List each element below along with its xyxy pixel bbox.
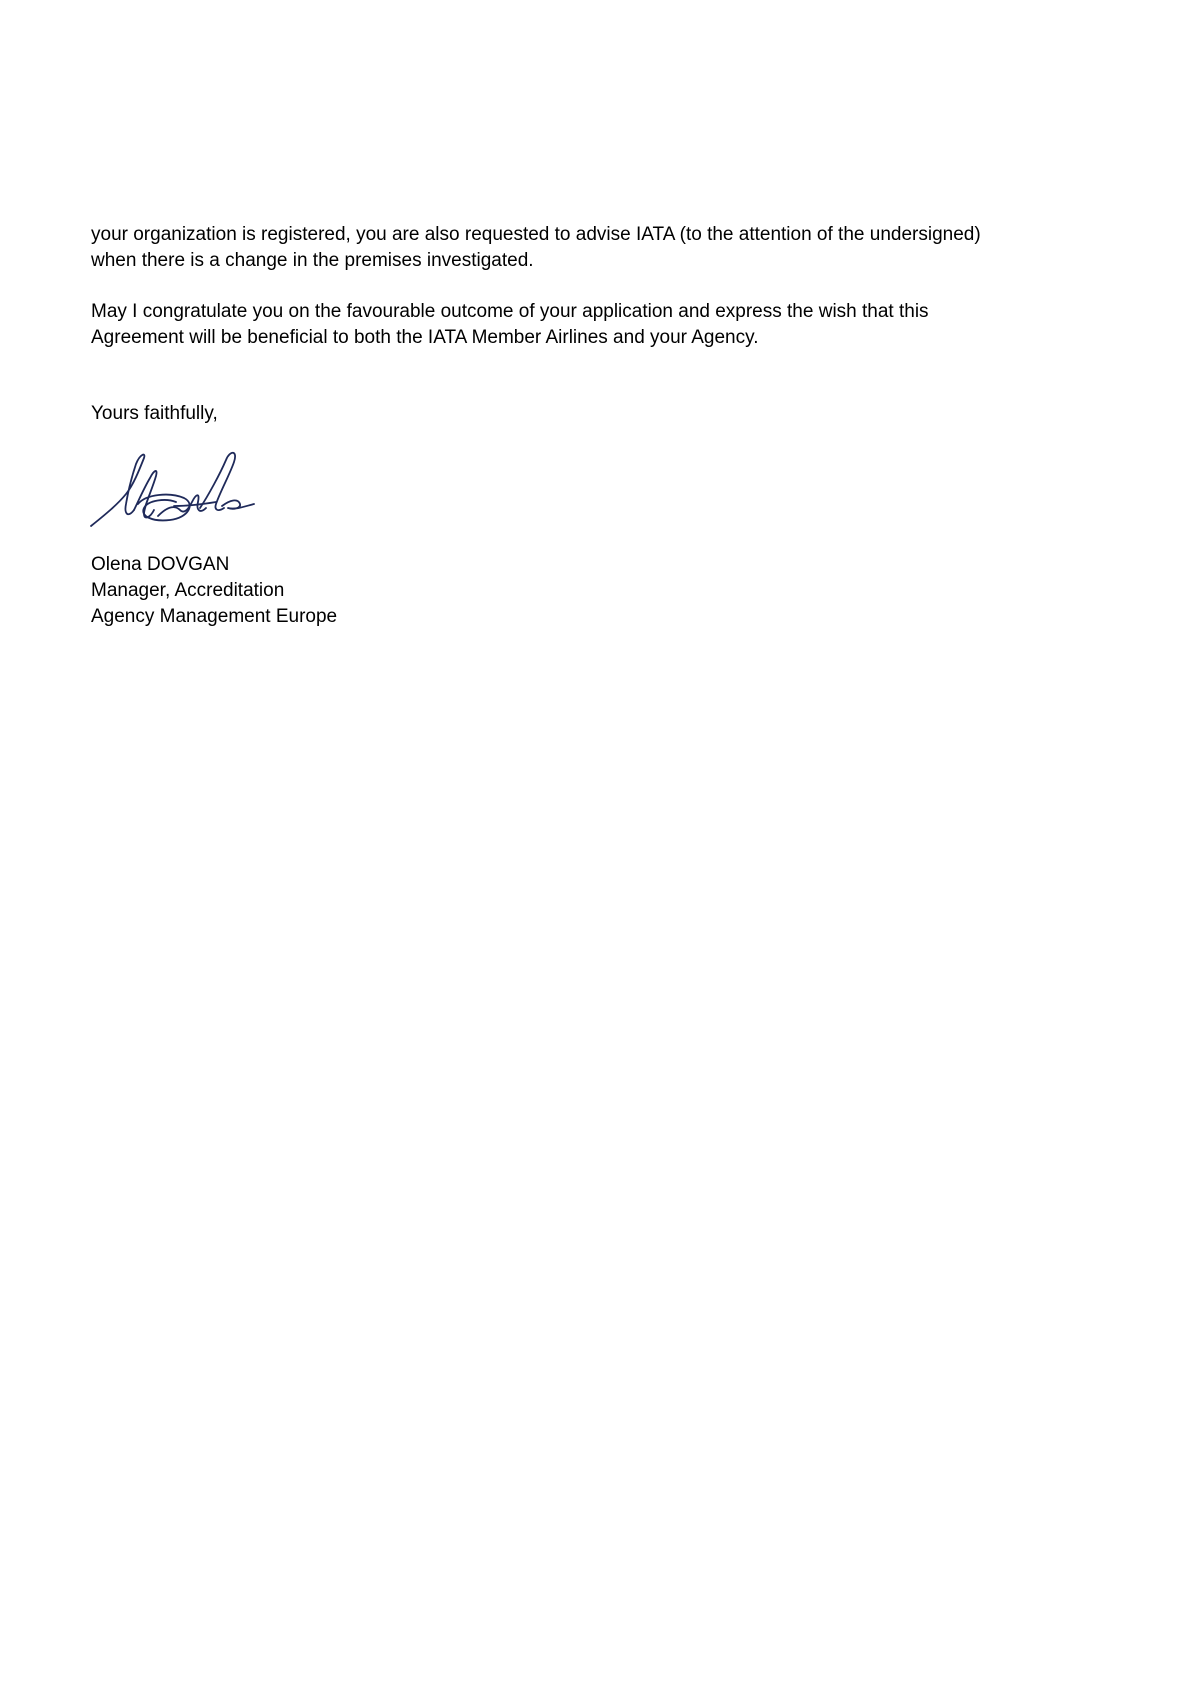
paragraph-2-line-2: Agreement will be beneficial to both the IATA Member Airlines and your Agency. — [91, 327, 759, 348]
signatory-department: Agency Management Europe — [91, 606, 338, 627]
signatory-name: Olena DOVGAN — [91, 554, 230, 575]
handwritten-signature — [88, 448, 256, 532]
paragraph-1-line-2: when there is a change in the premises investigated. — [91, 250, 534, 271]
paragraph-2-line-1: May I congratulate you on the favourable outcome of your application and express the wish that this — [91, 301, 929, 322]
signatory-title: Manager, Accreditation — [91, 580, 285, 601]
closing-salutation: Yours faithfully, — [91, 403, 218, 424]
paragraph-1-line-1: your organization is registered, you are also requested to advise IATA (to the attention of the undersigned) — [91, 224, 981, 245]
